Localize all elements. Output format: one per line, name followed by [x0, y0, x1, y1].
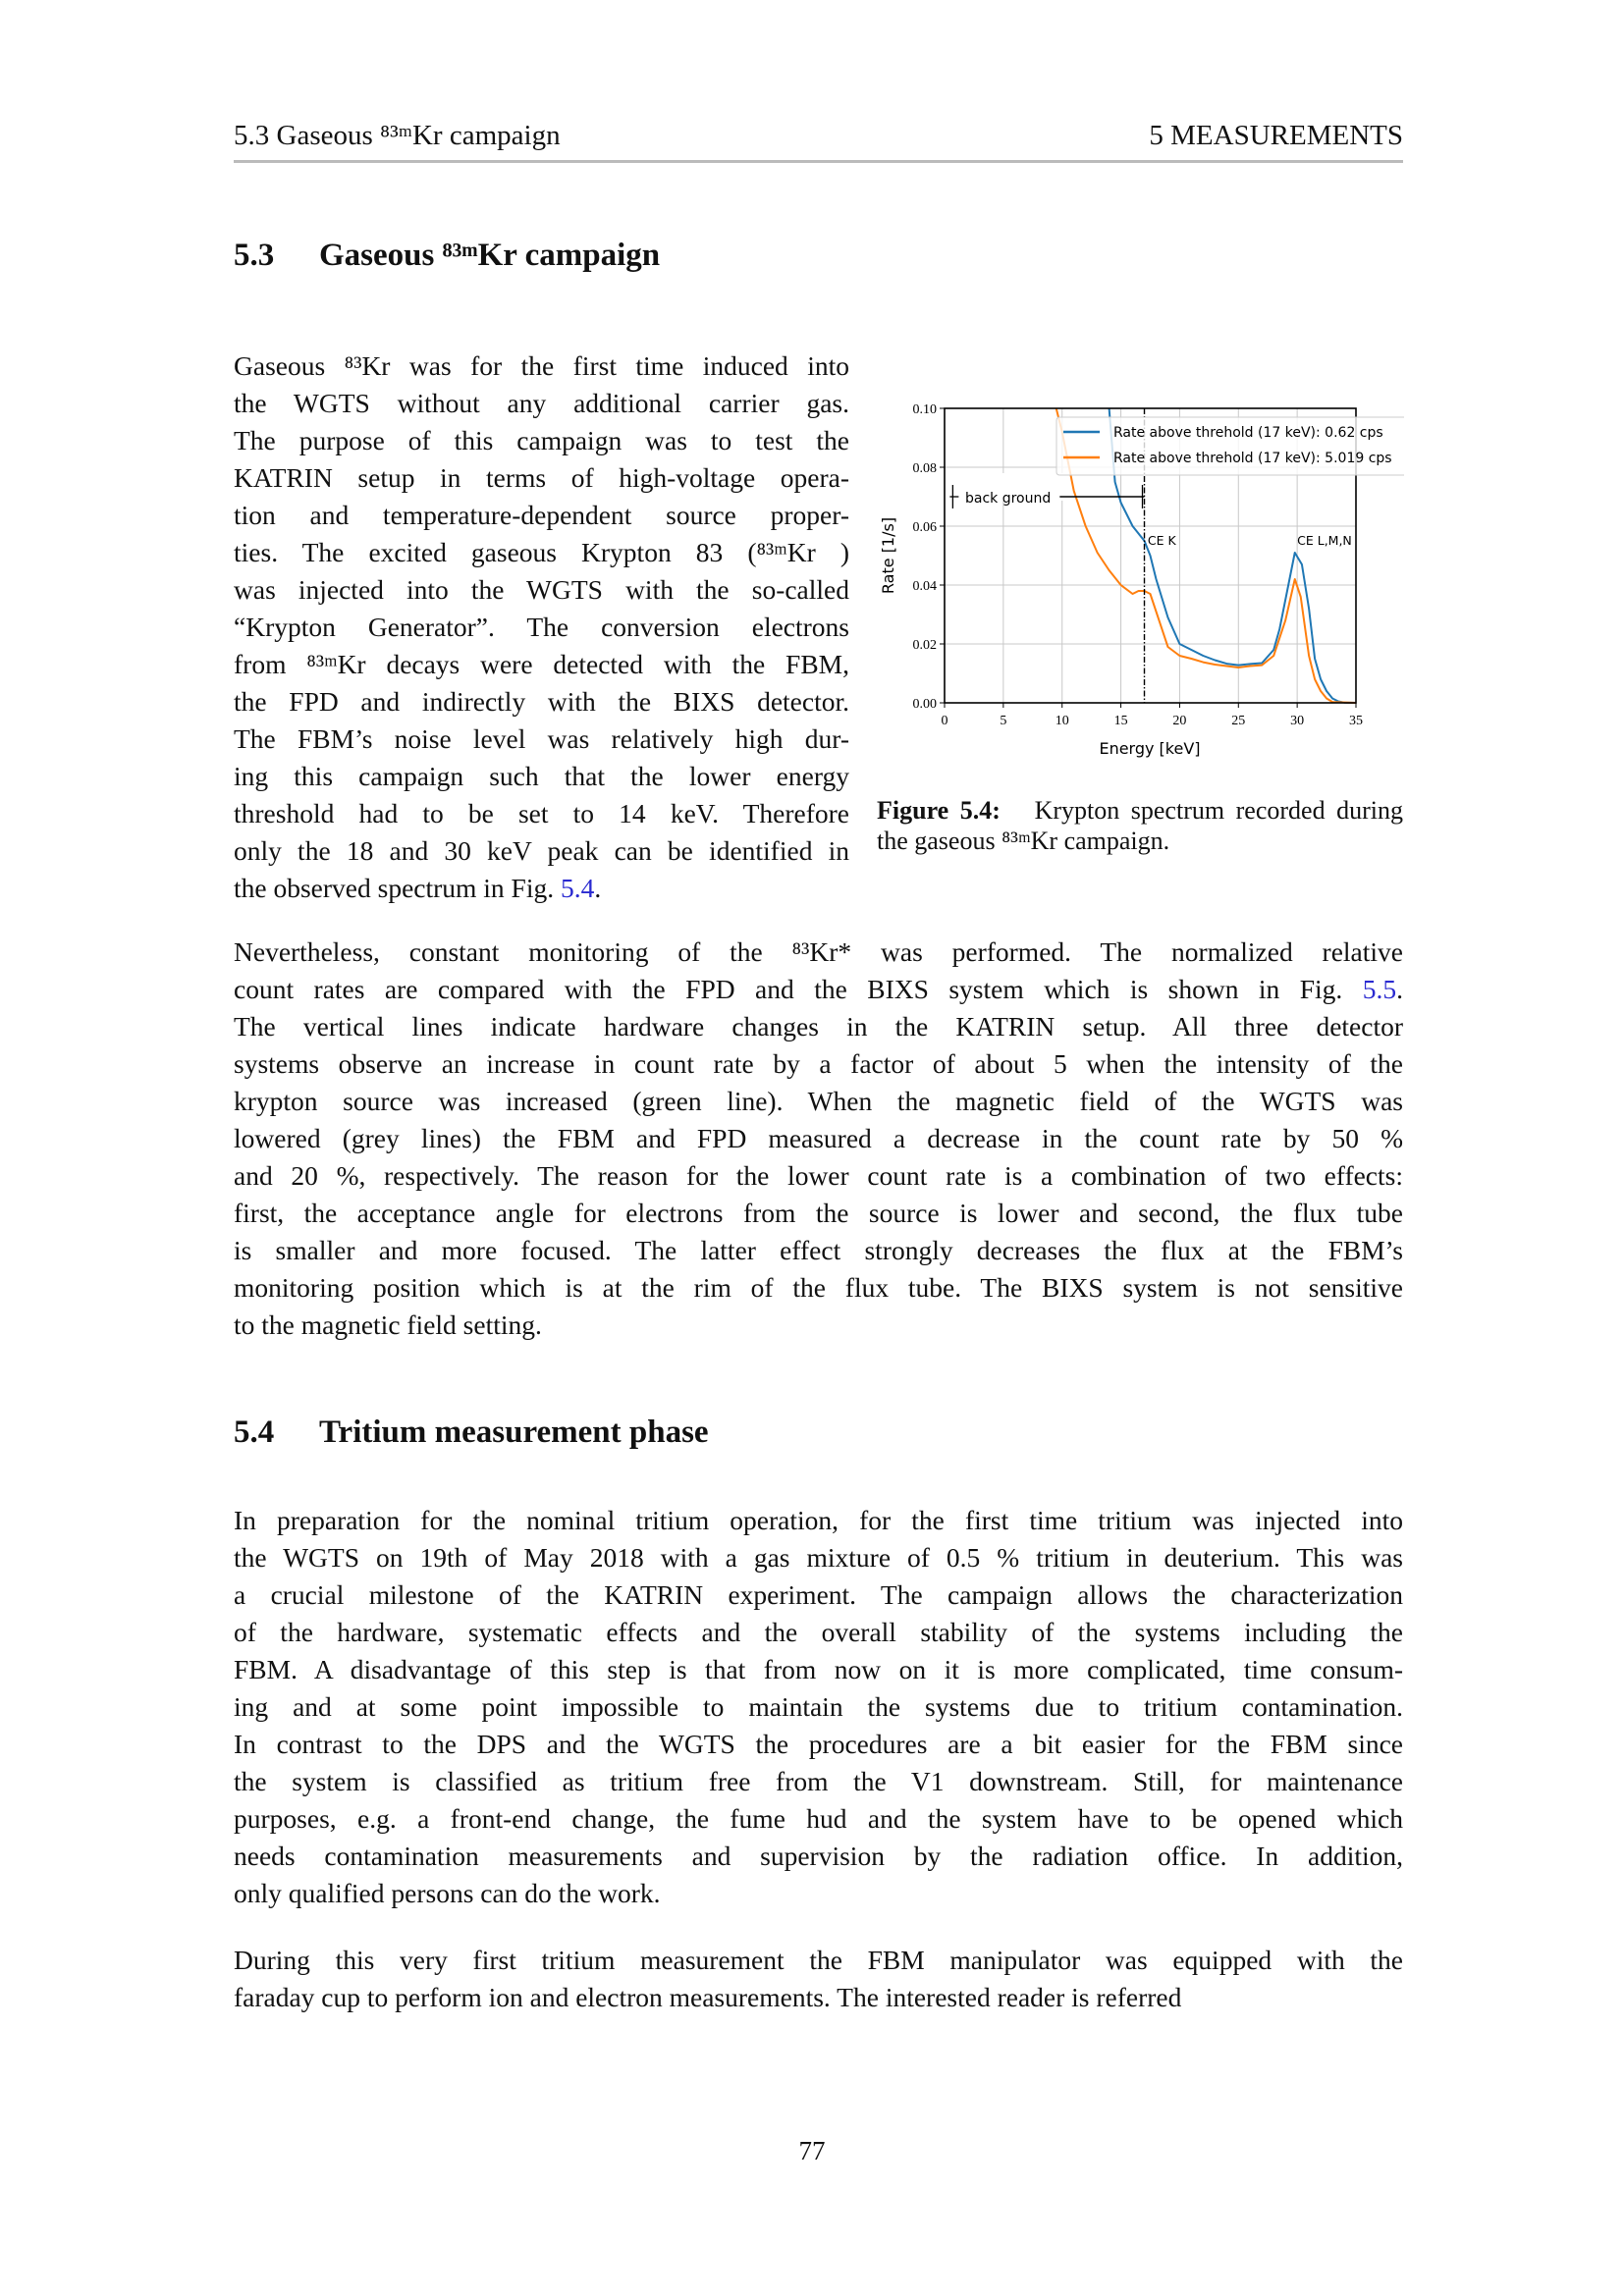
- text-line: only qualified persons can do the work.: [234, 1878, 661, 1908]
- text-line: The vertical lines indicate hardware changes in the KATRIN setup. All three detector: [234, 1011, 1403, 1041]
- y-tick-label: 0.06: [912, 520, 937, 535]
- text-line: the system is classified as tritium free from the V1 downstream. Still, for maintenance: [234, 1766, 1403, 1796]
- legend: [1056, 417, 1404, 475]
- paragraph-intro: [234, 347, 849, 907]
- text-line: lowered (grey lines) the FBM and FPD measured a decrease in the count rate by 50 %: [234, 1123, 1403, 1153]
- text-line: FBM. A disadvantage of this step is that from now on it is more complicated, time consum-: [234, 1654, 1403, 1684]
- figure-caption-text: Krypton spectrum recorded during the gaseous ⁸³ᵐKr campaign.: [877, 796, 1404, 855]
- text-segment: the observed spectrum in Fig.: [234, 873, 561, 903]
- text-line: In preparation for the nominal tritium operation, for the first time tritium was injected into: [234, 1505, 1403, 1535]
- text-segment: count rates are compared with the FPD and the BIXS system which is shown in Fig.: [234, 974, 1363, 1004]
- text-line: monitoring position which is at the rim of the flux tube. The BIXS system is not sensitive: [234, 1272, 1403, 1303]
- text-line: KATRIN setup in terms of high-voltage opera-: [234, 462, 849, 493]
- text-line: the WGTS on 19th of May 2018 with a gas mixture of 0.5 % tritium in deuterium. This was: [234, 1542, 1403, 1573]
- text-line: ing this campaign such that the lower energy: [234, 761, 849, 791]
- legend-entry-blue: Rate above threhold (17 keV): 0.62 cps: [1113, 425, 1383, 441]
- text-line: first, the acceptance angle for electrons from the source is lower and second, the flux tube: [234, 1198, 1403, 1228]
- text-line: a crucial milestone of the KATRIN experiment. The campaign allows the characterization: [234, 1579, 1403, 1610]
- ce-k-label: CE K: [1147, 533, 1176, 548]
- section-heading-5-3: [234, 238, 660, 274]
- text-line: Nevertheless, constant monitoring of the ⁸³Kr* was performed. The normalized relative: [234, 936, 1403, 967]
- x-tick-label: 25: [1231, 714, 1246, 728]
- x-tick-label: 30: [1290, 714, 1305, 728]
- text-line: threshold had to be set to 14 keV. Therefore: [234, 798, 849, 828]
- x-tick-label: 35: [1349, 714, 1363, 728]
- text-segment: .: [594, 873, 602, 903]
- running-header-chapter: 5 MEASUREMENTS: [1149, 120, 1403, 151]
- section-number: 5.3: [234, 238, 275, 273]
- x-axis-label: Energy [keV]: [1099, 739, 1201, 758]
- text-line: ties. The excited gaseous Krypton 83 (⁸³ᵐKr ): [234, 537, 849, 567]
- y-tick-label: 0.00: [912, 697, 937, 712]
- section-heading-5-4: [234, 1415, 709, 1451]
- text-line: systems observe an increase in count rate by a factor of about 5 when the intensity of the: [234, 1048, 1403, 1079]
- text-line: needs contamination measurements and supervision by the radiation office. In addition,: [234, 1841, 1403, 1871]
- y-tick-label: 0.04: [912, 579, 937, 594]
- figure-reference-link[interactable]: 5.5: [1362, 974, 1397, 1004]
- text-line: purposes, e.g. a front-end change, the fume hud and the system have to be opened which: [234, 1803, 1403, 1834]
- text-line: krypton source was increased (green line). When the magnetic field of the WGTS was: [234, 1086, 1403, 1116]
- text-line: ing and at some point impossible to maintain the systems due to tritium contamination.: [234, 1691, 1403, 1722]
- text-line: is smaller and more focused. The latter effect strongly decreases the flux at the FBM’s: [234, 1235, 1403, 1265]
- running-header-section: 5.3 Gaseous ⁸³ᵐKr campaign: [234, 120, 561, 151]
- text-line: from ⁸³ᵐKr decays were detected with the FBM,: [234, 649, 849, 679]
- section-number: 5.4: [234, 1415, 275, 1450]
- y-tick-label: 0.10: [912, 402, 937, 417]
- header-rule: [234, 160, 1403, 163]
- text-line: the FPD and indirectly with the BIXS detector.: [234, 686, 849, 717]
- background-label: back ground: [965, 491, 1052, 507]
- text-line: During this very first tritium measurement the FBM manipulator was equipped with the: [234, 1945, 1403, 1975]
- text-line: [234, 971, 1403, 1008]
- text-line: “Krypton Generator”. The conversion electrons: [234, 612, 849, 642]
- legend-entry-orange: Rate above threhold (17 keV): 5.019 cps: [1113, 451, 1392, 466]
- text-line: faraday cup to perform ion and electron measurements. The interested reader is referred: [234, 1982, 1182, 2012]
- page-number: 77: [798, 2136, 826, 2165]
- text-line: tion and temperature-dependent source proper-: [234, 500, 849, 530]
- y-tick-label: 0.08: [912, 461, 937, 476]
- text-line: to the magnetic field setting.: [234, 1309, 542, 1340]
- ce-lmn-label: CE L,M,N: [1297, 533, 1352, 548]
- text-line: the WGTS without any additional carrier gas.: [234, 388, 849, 418]
- section-title: Gaseous ⁸³ᵐKr campaign: [319, 238, 661, 273]
- text-line: In contrast to the DPS and the WGTS the procedures are a bit easier for the FBM since: [234, 1729, 1403, 1759]
- text-line: of the hardware, systematic effects and the overall stability of the systems including the: [234, 1617, 1403, 1647]
- x-tick-label: 0: [941, 714, 948, 728]
- text-line: [234, 870, 849, 907]
- text-line: The purpose of this campaign was to test the: [234, 425, 849, 455]
- text-line: Gaseous ⁸³Kr was for the first time induced into: [234, 350, 849, 381]
- text-line: The FBM’s noise level was relatively high dur-: [234, 723, 849, 754]
- x-tick-label: 20: [1172, 714, 1187, 728]
- x-tick-label: 5: [1000, 714, 1007, 728]
- x-tick-label: 15: [1113, 714, 1128, 728]
- x-tick-label: 10: [1055, 714, 1069, 728]
- figure-label: Figure 5.4:: [877, 796, 1001, 825]
- y-tick-label: 0.02: [912, 638, 937, 653]
- krypton-spectrum-chart: [874, 393, 1404, 775]
- paragraph-tritium: [234, 1502, 1403, 1912]
- figure-caption: [877, 795, 1403, 856]
- paragraph-monitoring: [234, 934, 1403, 1344]
- text-line: was injected into the WGTS with the so-called: [234, 574, 849, 605]
- y-axis-label: Rate [1/s]: [879, 516, 897, 595]
- paragraph-faraday: [234, 1942, 1403, 2016]
- section-title: Tritium measurement phase: [319, 1415, 709, 1450]
- text-segment: .: [1396, 974, 1403, 1004]
- text-line: and 20 %, respectively. The reason for the lower count rate is a combination of two effects:: [234, 1160, 1403, 1191]
- figure-reference-link[interactable]: 5.4: [561, 873, 595, 903]
- text-line: only the 18 and 30 keV peak can be identified in: [234, 835, 849, 866]
